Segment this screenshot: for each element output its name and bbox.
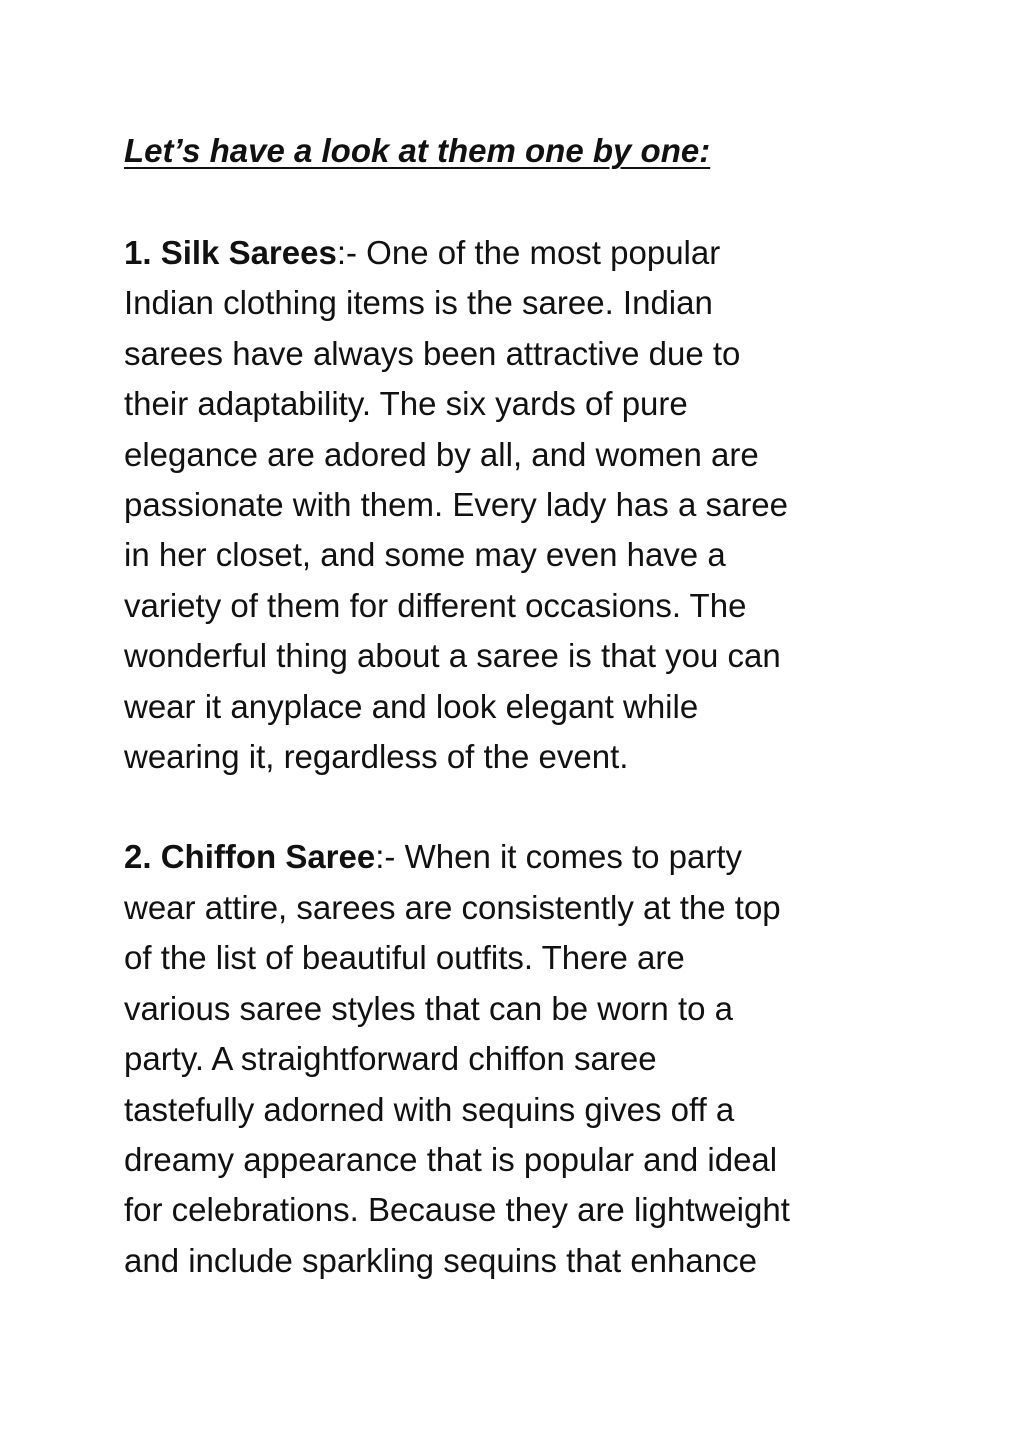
paragraph-line: tastefully adorned with sequins gives off a (124, 1090, 735, 1128)
document-page (124, 128, 904, 1286)
paragraph-line: and include sparkling sequins that enhance (124, 1241, 757, 1279)
paragraph-line: Indian clothing items is the saree. Indian (124, 284, 713, 322)
section-number: 2. (124, 838, 152, 876)
section-term: Chiffon Saree (160, 838, 376, 876)
paragraph-text: One of the most popular (357, 234, 721, 271)
section-silk-sarees (124, 228, 904, 782)
paragraph-line: sarees have always been attractive due to (124, 334, 741, 372)
paragraph-line: variety of them for different occasions. The (124, 586, 747, 624)
section-first-line (124, 832, 904, 882)
section-first-line (124, 228, 904, 278)
paragraph-line: wonderful thing about a saree is that you can (124, 637, 781, 675)
section-separator: :- (375, 838, 396, 876)
paragraph-line: various saree styles that can be worn to a (124, 989, 733, 1027)
section-separator: :- (336, 234, 358, 271)
paragraph-line: wearing it, regardless of the event. (124, 738, 629, 776)
section-term: Silk Sarees (160, 234, 337, 271)
paragraph-line: elegance are adored by all, and women are (124, 435, 759, 473)
section-heading: Let’s have a look at them one by one: (124, 132, 711, 169)
paragraph-line: for celebrations. Because they are lightweight (124, 1191, 790, 1229)
section-chiffon-saree (124, 832, 904, 1286)
paragraph-line: of the list of beautiful outfits. There are (124, 939, 685, 977)
paragraph-text: When it comes to party (395, 838, 743, 876)
paragraph-line: in her closet, and some may even have a (124, 536, 726, 574)
paragraph-line: dreamy appearance that is popular and ideal (124, 1140, 778, 1178)
paragraph-line: wear attire, sarees are consistently at the top (124, 888, 781, 926)
section-number: 1. (124, 234, 152, 271)
paragraph-line: passionate with them. Every lady has a saree (124, 486, 789, 524)
paragraph-line: wear it anyplace and look elegant while (124, 687, 699, 725)
paragraph-line: party. A straightforward chiffon saree (124, 1040, 657, 1078)
paragraph-line: their adaptability. The six yards of pure (124, 385, 688, 423)
